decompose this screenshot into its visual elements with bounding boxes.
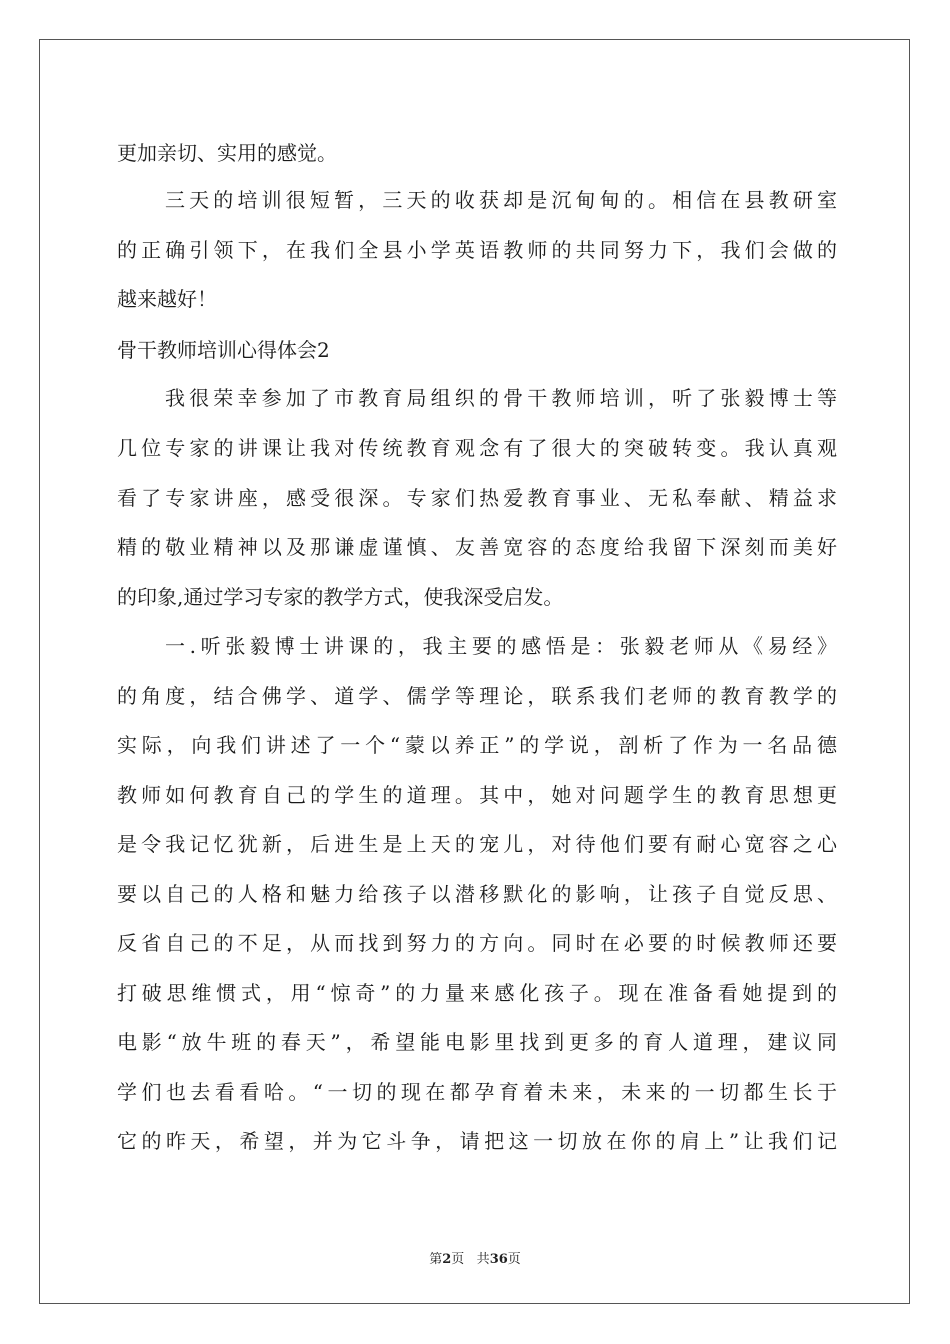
text-line: 的角度，结合佛学、道学、儒学等理论，联系我们老师的教育教学的 bbox=[117, 684, 837, 708]
text-line: 教师如何教育自己的学生的道理。其中，她对问题学生的教育思想更 bbox=[117, 783, 837, 807]
footer-total-suffix: 页 bbox=[507, 1252, 521, 1267]
text-line: 是令我记忆犹新，后进生是上天的宠儿，对待他们要有耐心宽容之心 bbox=[117, 832, 837, 856]
text-line: 电影“放牛班的春天”，希望能电影里找到更多的育人道理，建议同 bbox=[117, 1030, 837, 1054]
page-footer bbox=[0, 1248, 950, 1267]
text-line: 它的昨天，希望，并为它斗争，请把这一切放在你的肩上”让我们记 bbox=[117, 1129, 837, 1153]
text-line: 精的敬业精神以及那谦虚谨慎、友善宽容的态度给我留下深刻而美好 bbox=[117, 535, 837, 559]
text-line: 三天的培训很短暂，三天的收获却是沉甸甸的。相信在县教研室 bbox=[165, 188, 837, 212]
section-heading: 骨干教师培训心得体会2 bbox=[117, 338, 330, 362]
text-line: 我很荣幸参加了市教育局组织的骨干教师培训，听了张毅博士等 bbox=[165, 386, 837, 410]
text-line: 打破思维惯式，用“惊奇”的力量来感化孩子。现在准备看她提到的 bbox=[117, 981, 837, 1005]
text-line: 实际，向我们讲述了一个“蒙以养正”的学说，剖析了作为一名品德 bbox=[117, 733, 837, 757]
text-line: 反省自己的不足，从而找到努力的方向。同时在必要的时候教师还要 bbox=[117, 931, 837, 955]
footer-page-suffix: 页 bbox=[451, 1252, 465, 1267]
text-line: 看了专家讲座，感受很深。专家们热爱教育事业、无私奉献、精益求 bbox=[117, 486, 837, 510]
total-page-count: 36 bbox=[489, 1252, 508, 1267]
page-border bbox=[39, 39, 910, 1304]
footer-total-prefix: 共 bbox=[476, 1252, 490, 1267]
text-line: 要以自己的人格和魅力给孩子以潜移默化的影响，让孩子自觉反思、 bbox=[117, 882, 837, 906]
text-line: 的正确引领下，在我们全县小学英语教师的共同努力下，我们会做的 bbox=[117, 238, 837, 262]
text-line: 几位专家的讲课让我对传统教育观念有了很大的突破转变。我认真观 bbox=[117, 436, 837, 460]
text-line: 学们也去看看哈。“一切的现在都孕育着未来，未来的一切都生长于 bbox=[117, 1080, 837, 1104]
text-line: 一.听张毅博士讲课的，我主要的感悟是：张毅老师从《易经》 bbox=[165, 634, 837, 658]
text-line: 更加亲切、实用的感觉。 bbox=[117, 141, 337, 165]
footer-prefix: 第 bbox=[429, 1252, 443, 1267]
text-line: 的印象,通过学习专家的教学方式，使我深受启发。 bbox=[117, 585, 564, 609]
current-page-number: 2 bbox=[442, 1252, 452, 1267]
text-line: 越来越好！ bbox=[117, 287, 217, 311]
